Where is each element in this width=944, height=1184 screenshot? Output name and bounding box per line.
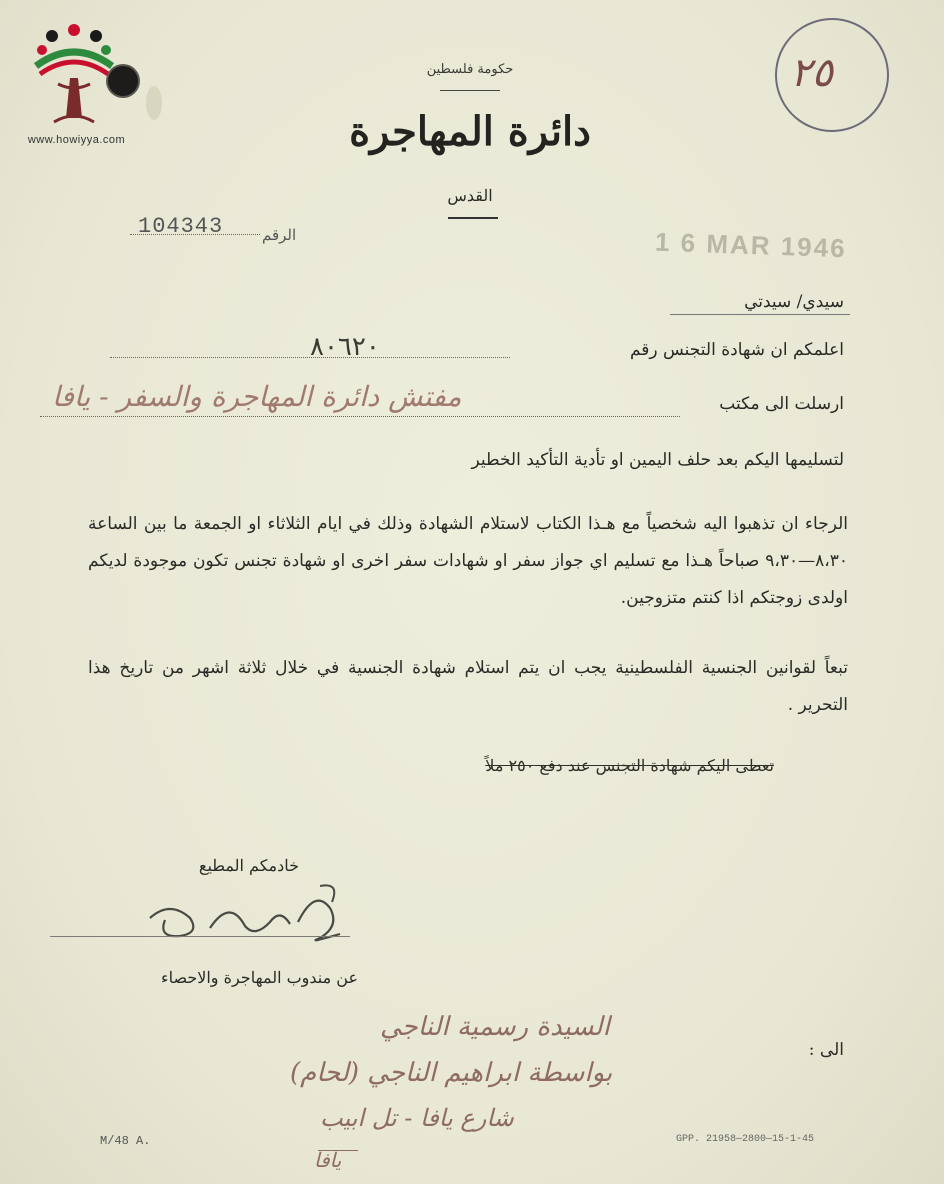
- signature-image: [40, 878, 380, 958]
- certificate-dotted-line: [110, 357, 510, 358]
- signer-title: عن مندوب المهاجرة والاحصاء: [161, 968, 358, 987]
- reference-dotted-line: [130, 234, 260, 235]
- circled-number: ٢٥: [790, 50, 833, 96]
- office-handwritten: مفتش دائرة المهاجرة والسفر - يافا: [52, 380, 462, 413]
- print-code: GPP. 21958—2800—15-1-45: [676, 1134, 815, 1145]
- city-rule: [448, 217, 498, 219]
- city-label: القدس: [447, 186, 493, 205]
- line-oath: لتسليمها اليكم بعد حلف اليمين او تأدية التأكيد الخطير: [471, 450, 844, 470]
- struck-fee-line: تعطى اليكم شهادة التجنس عند دفع ٢٥٠ ملاً: [485, 756, 774, 775]
- recipient-via: بواسطة ابراهيم الناجي (لحام): [290, 1058, 613, 1088]
- line-sent-to: ارسلت الى مكتب: [719, 394, 844, 414]
- reference-label: الرقم: [262, 226, 297, 244]
- office-dotted-line: [40, 416, 680, 417]
- punch-hole: [108, 66, 138, 96]
- received-date-stamp: 1 6 MAR 1946: [654, 226, 848, 264]
- reference-number: 104343: [138, 214, 224, 239]
- recipient-street: شارع يافا - تل ابيب: [320, 1104, 514, 1132]
- certificate-number: ٨٠٦٢٠: [310, 332, 380, 362]
- salutation: سيدي/ سيدتي: [744, 292, 844, 312]
- recipient-name: السيدة رسمية الناجي: [380, 1012, 610, 1042]
- form-code: M/48 A.: [100, 1134, 151, 1148]
- paragraph-law: تبعاً لقوانين الجنسية الفلسطينية يجب ان يتم استلام شهادة الجنسية في خلال ثلاثة اشهر من تاريخ هذا التحرير .: [88, 658, 848, 715]
- heading-rule: [440, 90, 500, 91]
- smudge-mark: [146, 86, 162, 120]
- line-certificate: اعلمكم ان شهادة التجنس رقم: [629, 340, 844, 360]
- recipient-label: الى :: [808, 1040, 844, 1060]
- department-title: دائرة المهاجرة: [349, 108, 591, 155]
- recipient-city: يافا: [314, 1148, 342, 1172]
- signature-rule: [50, 936, 350, 937]
- closing: خادمكم المطيع: [198, 856, 299, 875]
- watermark-url: www.howiyya.com: [27, 134, 126, 146]
- salutation-rule: [670, 314, 850, 315]
- government-heading: حكومة فلسطين: [426, 62, 514, 77]
- paragraph-instructions: الرجاء ان تذهبوا اليه شخصياً مع هـذا الكتاب لاستلام الشهادة وذلك في ايام الثلاثاء او الجمعة ما بين الساعة ٨،٣٠—٩،٣٠ صباحاً هـذا مع تسليم اي جواز سفر او شهادات سفر اخرى او شهادة تجنس تكون موجودة لديكم اولدى زوجتكم اذا كنتم متزوجين.: [88, 514, 848, 608]
